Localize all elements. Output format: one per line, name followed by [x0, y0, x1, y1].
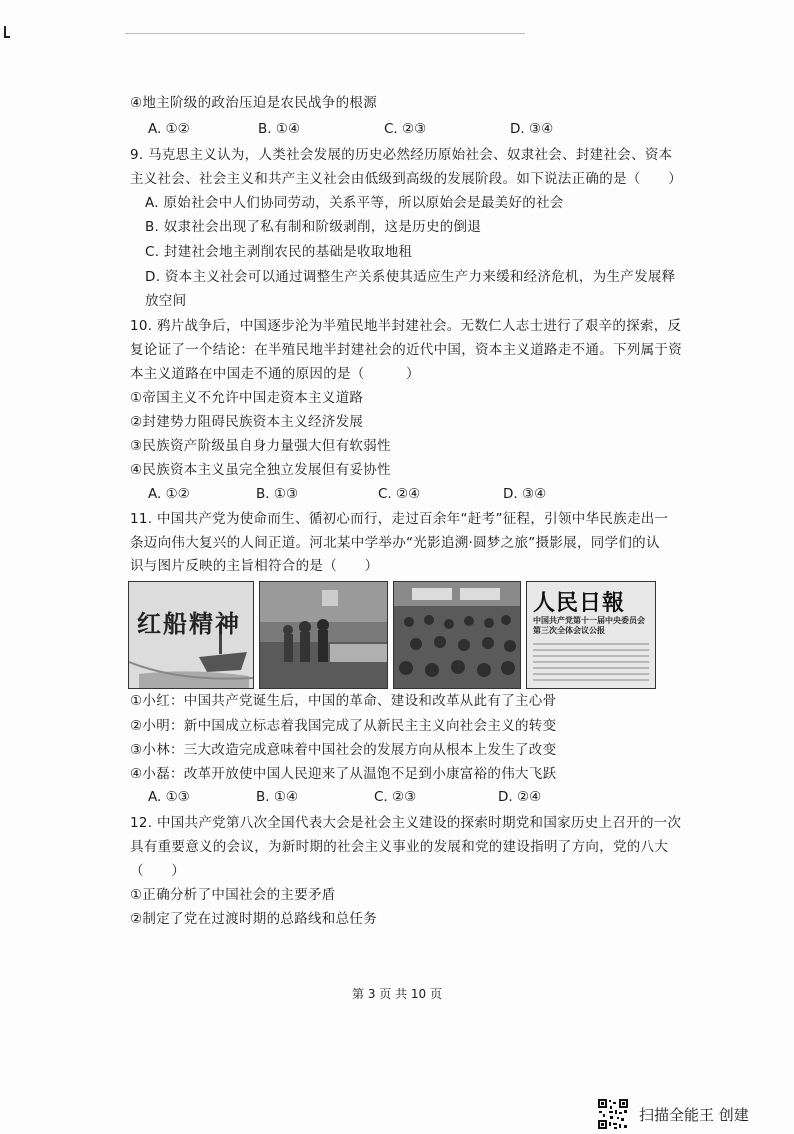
q9-option-d-1: D. 资本主义社会可以通过调整生产关系使其适应生产力来缓和经济危机，为生产发展释 [145, 269, 676, 285]
q11-item-4: ④小磊：改革开放使中国人民迎来了从温饱不足到小康富裕的伟大飞跃 [130, 766, 557, 782]
top-rule [125, 33, 525, 34]
newspaper-headline: 中国共产党第十一届中央委员会第三次全体会议公报 [533, 616, 645, 635]
q11-stem-3: 识与图片反映的主旨相符合的是（ ） [130, 558, 379, 574]
q11-item-2: ②小明：新中国成立标志着我国完成了从新民主主义向社会主义的转变 [130, 718, 557, 734]
q10-option-c: C. ②④ [378, 486, 421, 502]
newspaper-masthead: 人民日報 [533, 590, 626, 616]
q8-option-d: D. ③④ [510, 121, 554, 137]
qr-code-icon [597, 1098, 629, 1130]
q10-item-3: ③民族资产阶级虽自身力量强大但有软弱性 [130, 438, 391, 454]
q12-item-2: ②制定了党在过渡时期的总路线和总任务 [130, 911, 378, 927]
q11-item-1: ①小红：中国共产党诞生后，中国的革命、建设和改革从此有了主心骨 [130, 693, 557, 709]
photo-founding-ceremony [259, 581, 388, 689]
q9-option-d-2: 放空间 [145, 293, 187, 309]
q10-option-d: D. ③④ [503, 486, 547, 502]
q11-item-3: ③小林：三大改造完成意味着中国社会的发展方向从根本上发生了改变 [130, 742, 557, 758]
q11-option-a: A. ①③ [148, 789, 190, 805]
q8-item-4: ④地主阶级的政治压迫是农民战争的根源 [130, 95, 378, 111]
q8-option-b: B. ①④ [258, 121, 301, 137]
q9-stem-1: 9. 马克思主义认为，人类社会发展的历史必然经历原始社会、奴隶社会、封建社会、资本 [130, 147, 673, 163]
photo-crowd-meeting [393, 581, 521, 689]
q12-stem-3: （ ） [130, 863, 186, 879]
q8-options [148, 121, 668, 139]
q9-stem-2: 主义社会、社会主义和共产主义社会由低级到高级的发展阶段。如下说法正确的是（ ） [130, 171, 682, 187]
scanner-watermark [597, 1098, 749, 1130]
q10-options [148, 486, 668, 504]
q12-stem-1: 12. 中国共产党第八次全国代表大会是社会主义建设的探索时期党和国家历史上召开的一次 [130, 815, 682, 831]
q10-option-a: A. ①② [148, 486, 190, 502]
corner-mark [4, 26, 10, 38]
scanner-label: 扫描全能王 创建 [639, 1105, 749, 1124]
photo-peoples-daily [526, 581, 656, 689]
crowd-illustration [394, 582, 520, 688]
q10-item-2: ②封建势力阻碍民族资本主义经济发展 [130, 414, 364, 430]
newspaper-text-lines [527, 582, 655, 688]
q10-option-b: B. ①③ [256, 486, 299, 502]
q8-option-c: C. ②③ [384, 121, 427, 137]
photo-red-boat-spirit [128, 581, 254, 689]
q9-option-c: C. 封建社会地主剥削农民的基础是收取地租 [145, 244, 413, 260]
page-footer: 第 3 页 共 10 页 [352, 987, 442, 1001]
ceremony-illustration [260, 582, 387, 688]
q12-item-1: ①正确分析了中国社会的主要矛盾 [130, 887, 336, 903]
q10-item-4: ④民族资本主义虽完全独立发展但有妥协性 [130, 462, 391, 478]
q11-option-c: C. ②③ [374, 789, 417, 805]
q10-stem-2: 复论证了一个结论：在半殖民地半封建社会的近代中国，资本主义道路走不通。下列属于资 [130, 342, 682, 358]
q10-stem-1: 10. 鸦片战争后，中国逐步沦为半殖民地半封建社会。无数仁人志士进行了艰辛的探索，反 [130, 318, 682, 334]
q9-option-b: B. 奴隶社会出现了私有制和阶级剥削，这是历史的倒退 [145, 219, 482, 235]
q11-options [148, 789, 668, 807]
q11-option-b: B. ①④ [256, 789, 299, 805]
q11-stem-1: 11. 中国共产党为使命而生、循初心而行，走过百余年“赶考”征程，引领中华民族走出一 [130, 511, 669, 527]
q11-option-d: D. ②④ [498, 789, 542, 805]
q10-item-1: ①帝国主义不允许中国走资本主义道路 [130, 390, 364, 406]
q12-stem-2: 具有重要意义的会议，为新时期的社会主义事业的发展和党的建设指明了方向，党的八大 [130, 839, 669, 855]
q11-stem-2: 条迈向伟大复兴的人间正道。河北某中学举办“光影追溯·圆梦之旅”摄影展，同学们的认 [130, 535, 660, 551]
q8-option-a: A. ①② [148, 121, 190, 137]
q9-option-a: A. 原始社会中人们协同劳动，关系平等，所以原始会是最美好的社会 [145, 195, 564, 211]
photo1-caption: 红船精神 [137, 609, 241, 638]
q10-stem-3: 本主义道路在中国走不通的原因的是（ ） [130, 366, 420, 382]
